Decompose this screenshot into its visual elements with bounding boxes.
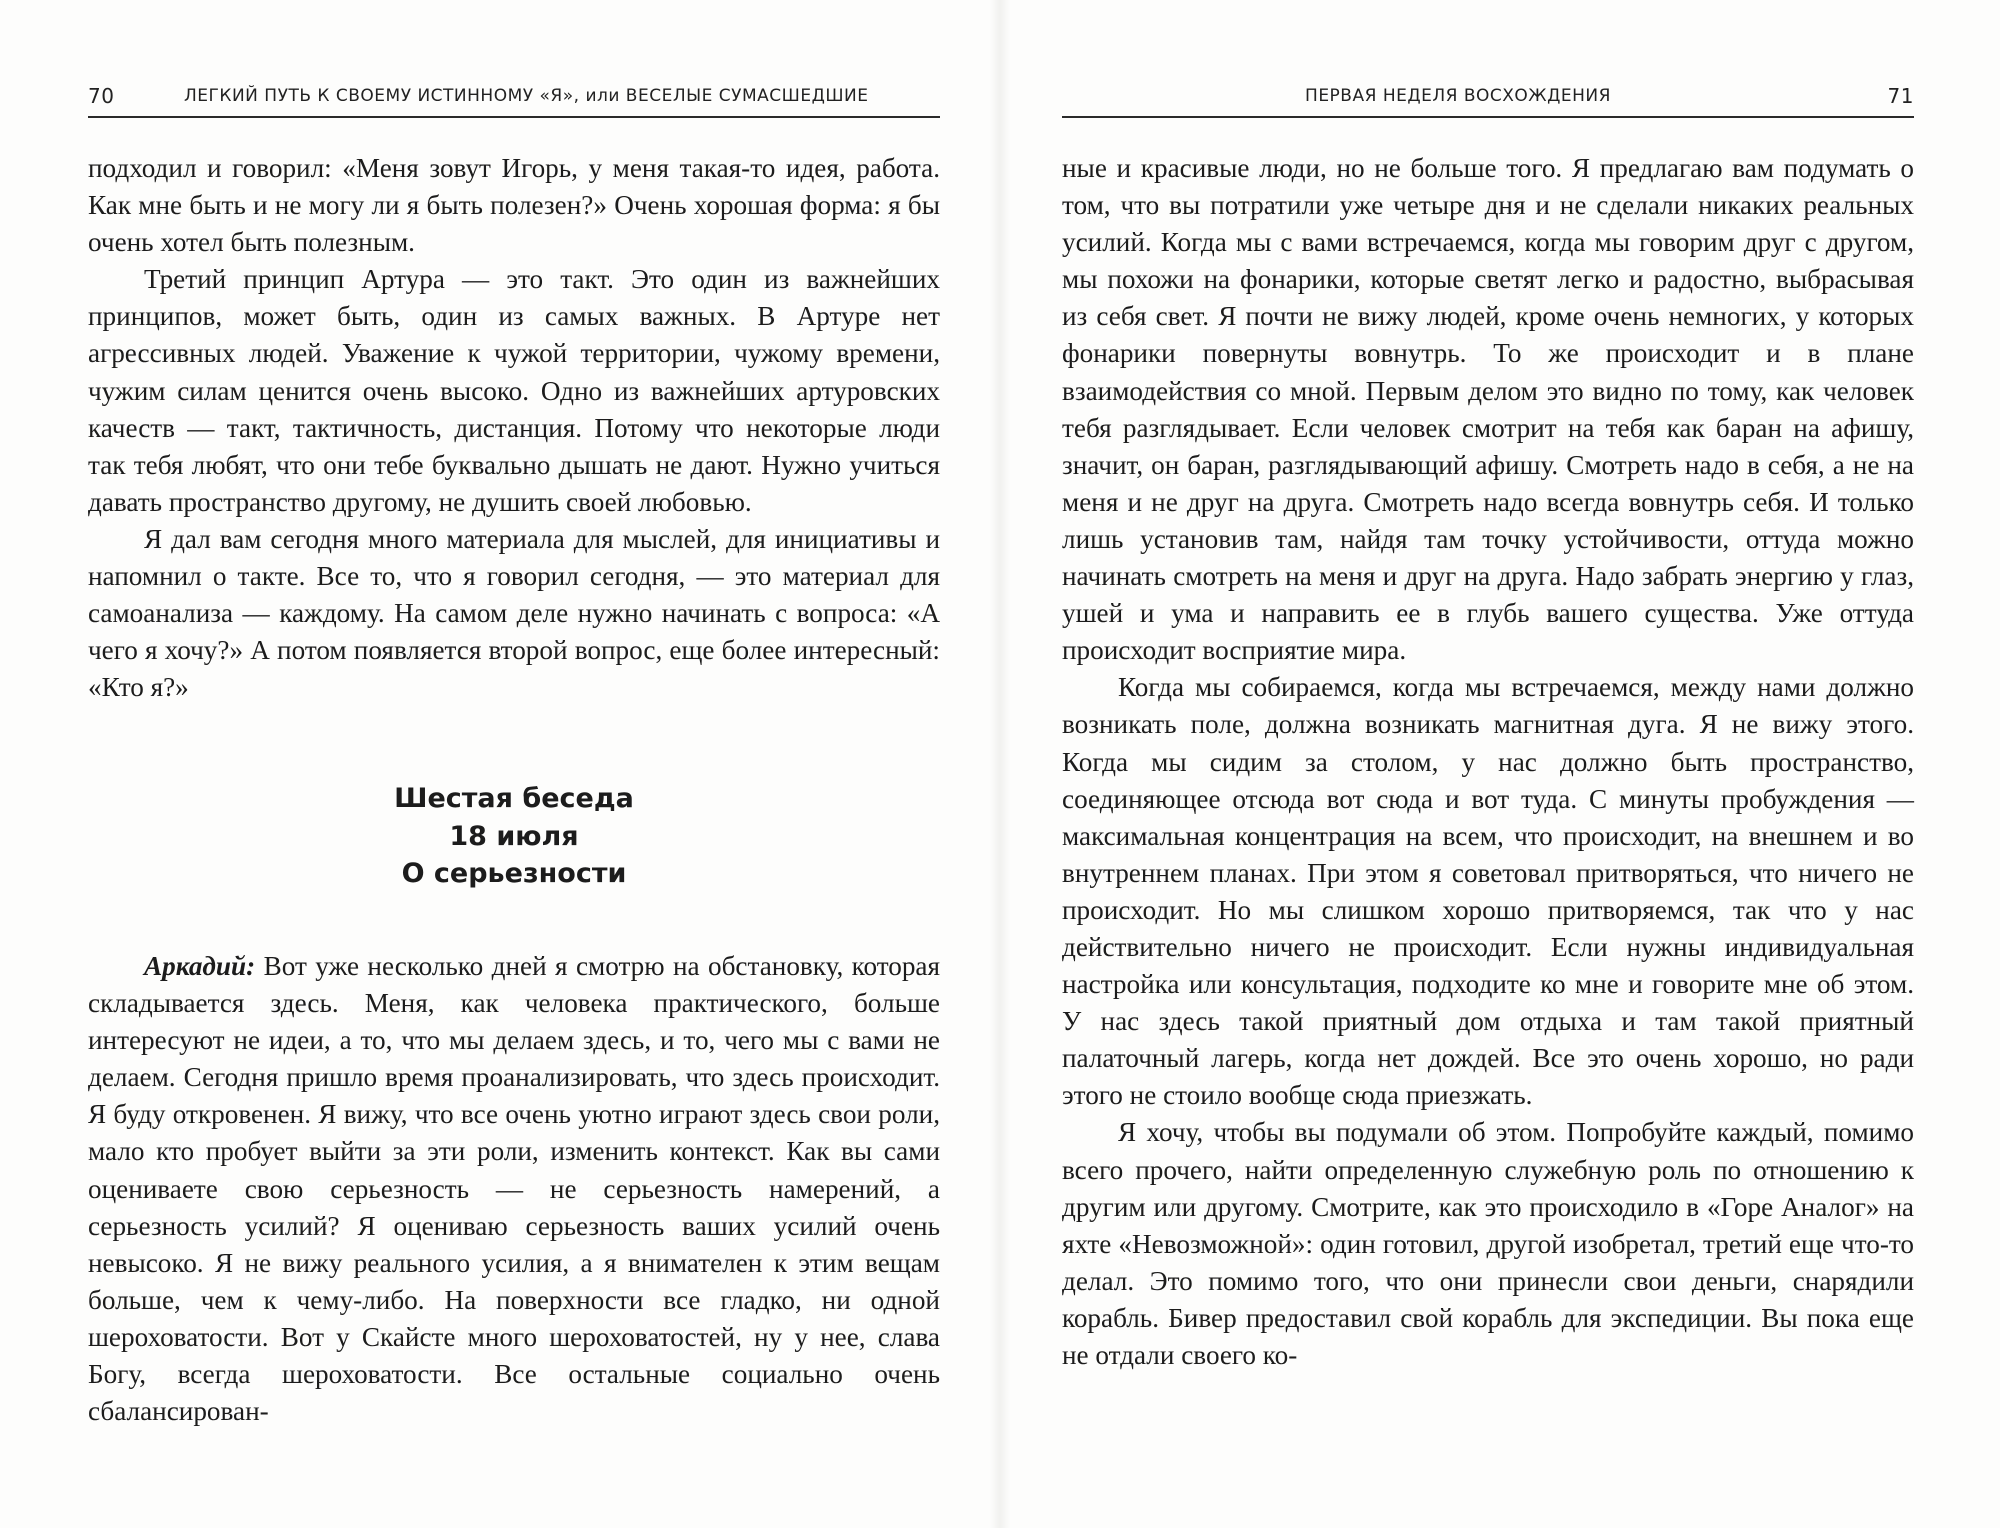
right-paragraph-3: Я хочу, чтобы вы подумали об этом. Попробуйте каждый, помимо всего прочего, найти определенную служебную роль по отношению к другим или другому. Смотрите, как это происходило в «Горе Аналог» на яхте «Невозможной»: один готовил, другой изобретал, третий еще что-то делал. Это помимо того, что они принесли свои деньги, снарядили корабль. Бивер предоставил свой корабль для экспедиции. Вы пока еще не отдали своего ко- [1062, 1117, 1914, 1370]
chapter-heading [88, 780, 940, 892]
left-running-head [88, 82, 940, 118]
left-page [88, 0, 940, 1528]
left-paragraph-3: Я дал вам сегодня много материала для мыслей, для инициативы и напомнил о такте. Все то, что я говорил сегодня, — это материал для самоанализа — каждому. На самом деле нужно начинать с вопроса: «А чего я хочу?» А потом появляется второй вопрос, еще более интересный: «Кто я?» [88, 523, 940, 703]
right-page-body [1062, 150, 1914, 1374]
chapter-heading-date: 18 июля [449, 820, 579, 852]
left-running-title: ЛЕГКИЙ ПУТЬ К СВОЕМУ ИСТИННОМУ «Я», или ВЕСЕЛЫЕ СУМАСШЕДШИЕ [184, 86, 869, 106]
right-running-head [1062, 82, 1914, 118]
left-paragraph-1: подходил и говорил: «Меня зовут Игорь, у меня такая-то идея, работа. Как мне быть и не могу ли я быть полезен?» Очень хорошая форма: я бы очень хотел быть полезным. [88, 153, 940, 258]
right-page [1062, 0, 1914, 1528]
right-paragraph-2: Когда мы собираемся, когда мы встречаемся, между нами должно возникать поле, должна возникать магнитная дуга. Я не вижу этого. Когда мы сидим за столом, у нас должно быть пространство, соединяющее отсюда вот сюда и вот туда. С минуты пробуждения — максимальная концентрация на всем, что происходит, на внешнем и во внутреннем планах. При этом я советовал притворяться, что ничего не происходит. Но мы слишком хорошо притворяемся, так что у нас действительно ничего не происходит. Если нужны индивидуальная настройка или консультация, подходите ко мне и говорите мне об этом. У нас здесь такой приятный дом отдыха и там такой приятный палаточный лагерь, когда нет дождей. Все это очень хорошо, но ради этого не стоило вообще сюда приезжать. [1062, 672, 1914, 1111]
left-paragraph-4 [88, 948, 940, 1430]
chapter-heading-title: Шестая беседа [394, 783, 634, 815]
left-paragraph-2: Третий принцип Артура — это такт. Это один из важнейших принципов, может быть, один из самых важных. В Артуре нет агрессивных людей. Уважение к чужой территории, чужому времени, чужим силам ценится очень высоко. Одно из важнейших артуровских качеств — такт, тактичность, дистанция. Потому что некоторые люди так тебя любят, что они тебе буквально дышать не дают. Нужно учиться давать пространство другому, не душить своей любовью. [88, 264, 940, 517]
left-page-number: 70 [88, 84, 115, 108]
left-paragraph-4-text: Вот уже несколько дней я смотрю на обстановку, которая складывается здесь. Меня, как человека практического, больше интересуют не идеи, а то, что мы делаем здесь, и то, чего мы с вами не делаем. Сегодня пришло время проанализировать, что здесь происходит. Я буду откровенен. Я вижу, что все очень уютно играют здесь свои роли, мало кто пробует выйти за эти роли, изменить контекст. Как вы сами оцениваете свою серьезность — не серьезность намерений, а серьезность усилий? Я оцениваю серьезность ваших усилий очень невысоко. Я не вижу реального усилия, а я внимателен к этим вещам больше, чем к чему-либо. На поверхности все гладко, ни одной шероховатости. Вот у Скайсте много шероховатостей, ну у нее, слава Богу, всегда шероховатости. Все остальные социально очень сбалансирован- [88, 951, 940, 1427]
right-running-title: ПЕРВАЯ НЕДЕЛЯ ВОСХОЖДЕНИЯ [1305, 86, 1611, 106]
right-paragraph-1: ные и красивые люди, но не больше того. Я предлагаю вам подумать о том, что вы потратили уже четыре дня и не сделали никаких реальных усилий. Когда мы с вами встречаемся, когда мы говорим друг с другом, мы похожи на фонарики, которые светят легко и радостно, выбрасывая из себя свет. Я почти не вижу людей, кроме очень немногих, у которых фонарики повернуты вовнутрь. То же происходит и в плане взаимодействия со мной. Первым делом это видно по тому, как человек тебя разглядывает. Если человек смотрит на тебя как баран на афишу, значит, он баран, разглядывающий афишу. Смотреть надо в себя, а не на меня и не друг на друга. Смотреть надо всегда вовнутрь себя. И только лишь установив там, найдя там точку устойчивости, оттуда можно начинать смотреть на меня и друг на друга. Надо забрать энергию у глаз, ушей и ума и направить ее в глубь вашего существа. Уже оттуда происходит восприятие мира. [1062, 153, 1914, 666]
book-gutter [990, 0, 1010, 1528]
right-page-number: 71 [1887, 84, 1914, 108]
left-page-body [88, 150, 940, 1430]
speaker-name: Аркадий: [144, 951, 256, 982]
chapter-heading-subtitle: О серьезности [401, 857, 627, 889]
